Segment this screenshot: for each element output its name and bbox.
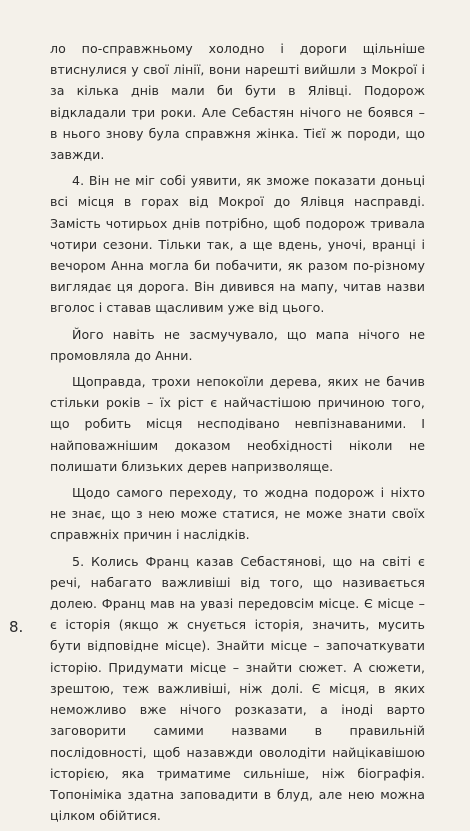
page-number: 8. [9, 618, 24, 636]
paragraph: Щоправда, трохи непокоїли дерева, яких не бачив стільки років – їх ріст є найчастішою причиною того, що робить місця несподівано невпізнаваними. І найповажнішим доказом необхідності ніколи не полишати близьких дерев напризволяще. [50, 374, 425, 474]
paragraph: Щодо самого переходу, то жодна подорож і ніхто не знає, що з нею може статися, не може знати своїх справжніх причин і наслідків. [50, 485, 425, 543]
paragraph: 5. Колись Франц казав Себастянові, що на світі є речі, набагато важливіші від того, що називається долею. Франц мав на увазі передовсім місце. Є місце – є історія (якщо ж снується історія, значить, мусить бути відповідне місце). Знайти місце – започаткувати історію. Придумати місце – знайти сюжет. А сюжети, зрештою, теж важливіші, ніж долі. Є місця, в яких неможливо вже нічого розказати, а іноді варто заговорити самими назвами в правильній послідовності, щоб назавжди оволодіти найцікавішою історією, яка триматиме сильніше, ніж біографія. Топоніміка здатна заповадити в блуд, але нею можна цілком обійтися. [50, 553, 425, 824]
paragraph: ло по-справжньому холодно і дороги щільніше втиснулися у свої лінії, вони нарешті вийшли з Мокрої і за кілька днів мали би бути в Ялівці. Подорож відкладали три роки. Але Себастян нічого не боявся – в нього знову була справжня жінка. Тієї ж породи, що завжди. [50, 41, 425, 163]
body-text [50, 38, 425, 831]
paragraph: 4. Він не міг собі уявити, як зможе показати доньці всі місця в горах від Мокрої до Ялівця насправді. Замість чотирьох днів потрібно, щоб подорож тривала чотири сезони. Тільки так, а ще вдень, уночі, вранці і вечором Анна могла би побачити, як разом по-різному виглядає ця дорога. Він дивився на мапу, читав назви вголос і ставав щасливим уже від цього. [50, 173, 425, 316]
paragraph: Його навіть не засмучувало, що мапа нічого не промовляла до Анни. [50, 326, 425, 363]
